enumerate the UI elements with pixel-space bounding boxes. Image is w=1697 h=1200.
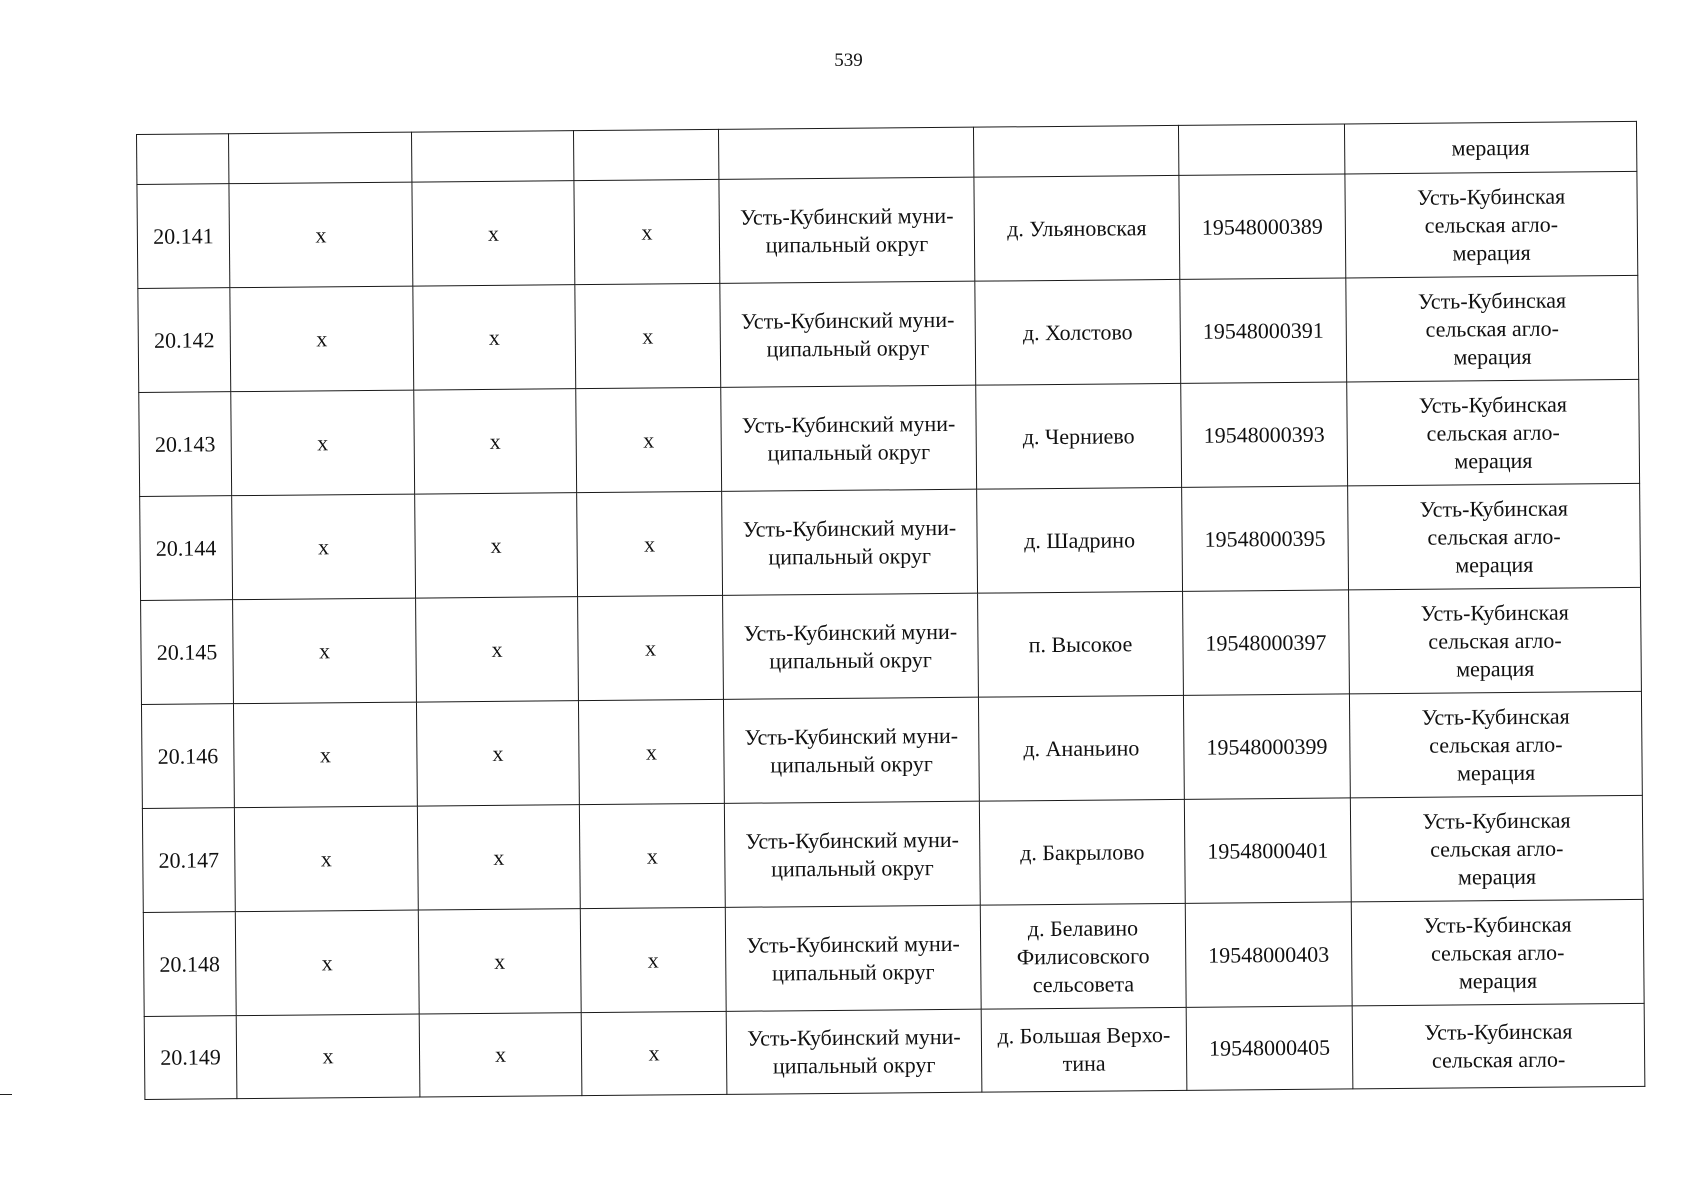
x-mark-cell-text: х <box>321 949 333 975</box>
table-row <box>139 379 1640 496</box>
x-mark-cell <box>580 907 726 1012</box>
settlement-cell <box>978 591 1184 697</box>
municipality-cell-text: Усть-Кубинский муни- ципальный округ <box>745 826 960 881</box>
agglomeration-cell-text: Усть-Кубинская сельская агло- мерация <box>1420 599 1569 681</box>
x-mark-cell-text: х <box>322 1043 334 1069</box>
x-mark-cell-text: х <box>319 741 332 767</box>
x-mark-cell-text: х <box>317 429 329 455</box>
agglomeration-cell-text: Усть-Кубинская сельская агло- мерация <box>1419 495 1569 578</box>
oktmo-code-cell <box>1179 174 1346 279</box>
agglomeration-cell <box>1349 691 1642 798</box>
settlement-cell <box>980 903 1186 1009</box>
oktmo-code-cell <box>1186 1006 1353 1090</box>
municipality-cell <box>724 801 980 907</box>
table-row <box>142 795 1643 912</box>
settlement-cell <box>979 799 1185 905</box>
row-number-cell-text: 20.146 <box>157 742 219 769</box>
x-mark-cell <box>419 1013 582 1097</box>
row-number-cell-text: 20.145 <box>156 638 218 665</box>
settlement-cell <box>978 695 1184 801</box>
municipality-cell-text: Усть-Кубинский муни- ципальный округ <box>746 930 960 985</box>
x-mark-cell-text: х <box>490 532 502 558</box>
table-row <box>143 899 1644 1016</box>
header-cell: мерация <box>1344 121 1636 174</box>
x-mark-cell <box>415 493 578 598</box>
x-mark-cell <box>579 803 725 908</box>
row-number-cell <box>144 1016 237 1100</box>
municipality-cell <box>723 697 979 803</box>
municipality-cell-text: Усть-Кубинский муни- ципальный округ <box>742 514 957 569</box>
x-mark-cell-text: х <box>648 1040 660 1066</box>
x-mark-cell-text: х <box>646 842 658 869</box>
agglomeration-cell <box>1351 899 1644 1006</box>
agglomeration-cell-text: Усть-Кубинская сельская агло- мерация <box>1418 391 1568 474</box>
table-body <box>137 121 1645 1099</box>
x-mark-cell <box>230 286 414 392</box>
settlements-table <box>136 121 1645 1100</box>
row-number-cell <box>142 808 235 913</box>
x-mark-cell <box>233 598 417 704</box>
x-mark-cell <box>234 806 418 912</box>
settlement-cell <box>974 175 1180 281</box>
page-number: 539 <box>834 50 863 71</box>
x-mark-cell-text: х <box>645 738 658 765</box>
settlement-cell <box>981 1007 1187 1092</box>
table-row <box>140 483 1641 600</box>
header-cell <box>1178 124 1344 175</box>
header-cell <box>573 129 718 180</box>
x-mark-cell-text: х <box>642 322 654 349</box>
row-number-cell <box>139 392 232 497</box>
table-row <box>141 587 1642 704</box>
agglomeration-cell <box>1345 171 1638 278</box>
header-cell <box>411 131 573 182</box>
settlement-cell <box>976 383 1182 489</box>
municipality-cell-text: Усть-Кубинский муни- ципальный округ <box>741 410 956 466</box>
x-mark-cell-text: х <box>488 324 500 350</box>
municipality-cell <box>725 905 981 1011</box>
x-mark-cell-text: х <box>641 218 653 245</box>
agglomeration-cell-text: Усть-Кубинская сельская агло- мерация <box>1423 911 1572 993</box>
row-number-cell-text: 20.142 <box>153 326 215 353</box>
oktmo-code-cell <box>1185 902 1352 1007</box>
settlement-cell <box>977 487 1183 593</box>
x-mark-cell <box>417 805 580 910</box>
x-mark-cell <box>414 389 577 494</box>
oktmo-code-cell-text: 19548000391 <box>1202 317 1324 344</box>
x-mark-cell <box>236 1014 420 1099</box>
margin-mark <box>0 1094 12 1095</box>
x-mark-cell <box>577 491 723 596</box>
row-number-cell <box>137 184 230 289</box>
x-mark-cell <box>581 1011 727 1095</box>
oktmo-code-cell-text: 19548000389 <box>1201 213 1323 240</box>
oktmo-code-cell <box>1184 798 1351 903</box>
agglomeration-cell <box>1349 587 1642 694</box>
settlement-cell-text: д. Белавино Филисовского сельсовета <box>1016 914 1150 997</box>
x-mark-cell-text: х <box>487 220 499 246</box>
settlement-cell <box>975 279 1181 385</box>
oktmo-code-cell <box>1182 486 1349 591</box>
settlement-cell-text: д. Шадрино <box>1024 526 1136 553</box>
settlement-cell-text: д. Ульяновская <box>1007 214 1147 241</box>
x-mark-cell <box>574 179 720 284</box>
x-mark-cell-text: х <box>320 845 332 871</box>
oktmo-code-cell-text: 19548000393 <box>1203 421 1325 448</box>
x-mark-cell <box>575 283 721 388</box>
oktmo-code-cell-text: 19548000403 <box>1208 941 1330 968</box>
row-number-cell-text: 20.144 <box>155 534 217 561</box>
municipality-cell-text: Усть-Кубинский муни- ципальный округ <box>739 202 954 258</box>
x-mark-cell <box>235 910 419 1016</box>
municipality-cell-text: Усть-Кубинский муни- ципальный округ <box>740 306 955 362</box>
oktmo-code-cell-text: 19548000405 <box>1208 1034 1331 1061</box>
x-mark-cell-text: х <box>317 533 330 559</box>
municipality-cell-text: Усть-Кубинский муни- ципальный округ <box>747 1023 961 1079</box>
header-cell <box>718 127 973 179</box>
agglomeration-cell-text: Усть-Кубинская сельская агло- мерация <box>1416 183 1566 266</box>
oktmo-code-cell <box>1183 694 1350 799</box>
municipality-cell-text: Усть-Кубинский муни- ципальный округ <box>744 722 959 777</box>
settlement-cell-text: д. Большая Верхо- тина <box>997 1022 1171 1076</box>
oktmo-code-cell-text: 19548000399 <box>1206 733 1328 760</box>
header-cell <box>973 125 1178 177</box>
agglomeration-cell <box>1346 275 1639 382</box>
x-mark-cell <box>412 181 575 286</box>
oktmo-code-cell-text: 19548000395 <box>1204 525 1326 552</box>
x-mark-cell <box>576 387 722 492</box>
oktmo-code-cell <box>1181 382 1348 487</box>
municipality-cell <box>723 593 979 699</box>
x-mark-cell <box>418 909 581 1014</box>
header-cell <box>137 134 229 185</box>
x-mark-cell <box>233 702 417 808</box>
row-number-cell <box>140 496 233 601</box>
x-mark-cell <box>229 182 413 288</box>
x-mark-cell <box>231 390 415 496</box>
agglomeration-cell-text: Усть-Кубинская сельская агло- мерация <box>1422 807 1571 889</box>
settlement-cell-text: д. Холстово <box>1022 318 1133 345</box>
table-container <box>136 121 1644 1100</box>
table-row <box>144 1003 1645 1099</box>
agglomeration-cell <box>1350 795 1643 902</box>
oktmo-code-cell-text: 19548000397 <box>1205 629 1327 656</box>
agglomeration-cell-text: Усть-Кубинская сельская агло- мерация <box>1417 287 1567 370</box>
x-mark-cell <box>232 494 416 600</box>
agglomeration-cell-text: Усть-Кубинская сельская агло- мерация <box>1421 703 1570 785</box>
x-mark-cell-text: х <box>318 637 331 663</box>
x-mark-cell-text: х <box>489 428 501 454</box>
agglomeration-cell <box>1352 1003 1645 1089</box>
x-mark-cell <box>413 285 576 390</box>
table-row <box>141 691 1642 808</box>
oktmo-code-cell <box>1183 590 1350 695</box>
settlement-cell-text: д. Бакрылово <box>1020 838 1145 865</box>
agglomeration-cell-text: Усть-Кубинская сельская агло- <box>1424 1018 1573 1073</box>
x-mark-cell-text: х <box>494 1041 507 1067</box>
municipality-cell <box>726 1009 982 1094</box>
row-number-cell <box>143 912 236 1017</box>
settlement-cell-text: д. Ананьино <box>1023 734 1140 761</box>
row-number-cell-text: 20.141 <box>153 222 214 249</box>
municipality-cell <box>719 177 975 283</box>
x-mark-cell-text: х <box>493 844 505 870</box>
row-number-cell <box>141 600 234 705</box>
x-mark-cell-text: х <box>494 948 506 974</box>
x-mark-cell-text: х <box>647 946 659 973</box>
x-mark-cell-text: х <box>316 325 328 351</box>
municipality-cell <box>722 489 978 595</box>
row-number-cell <box>138 288 231 393</box>
agglomeration-cell <box>1347 379 1640 486</box>
x-mark-cell-text: х <box>492 740 504 766</box>
municipality-cell <box>720 281 976 387</box>
row-number-cell-text: 20.148 <box>159 950 221 977</box>
row-number-cell-text: 20.143 <box>154 430 216 457</box>
settlement-cell-text: д. Черниево <box>1022 422 1135 449</box>
x-mark-cell <box>578 595 724 700</box>
row-number-cell-text: 20.147 <box>158 846 220 873</box>
table-row <box>137 171 1638 288</box>
table-row <box>138 275 1639 392</box>
x-mark-cell-text: х <box>491 636 503 662</box>
municipality-cell-text: Усть-Кубинский муни- ципальный округ <box>743 618 958 673</box>
settlement-cell-text: п. Высокое <box>1028 630 1133 657</box>
row-number-cell <box>141 704 234 809</box>
x-mark-cell <box>416 597 579 702</box>
oktmo-code-cell-text: 19548000401 <box>1207 837 1329 864</box>
x-mark-cell <box>578 699 724 804</box>
agglomeration-cell <box>1348 483 1641 590</box>
x-mark-cell-text: х <box>643 530 656 557</box>
row-number-cell-text: 20.149 <box>160 1044 221 1070</box>
municipality-cell <box>721 385 977 491</box>
x-mark-cell-text: х <box>643 426 655 453</box>
header-cell <box>229 132 412 184</box>
x-mark-cell-text: х <box>644 634 657 661</box>
x-mark-cell-text: х <box>315 221 327 247</box>
oktmo-code-cell <box>1180 278 1347 383</box>
x-mark-cell <box>416 701 579 806</box>
